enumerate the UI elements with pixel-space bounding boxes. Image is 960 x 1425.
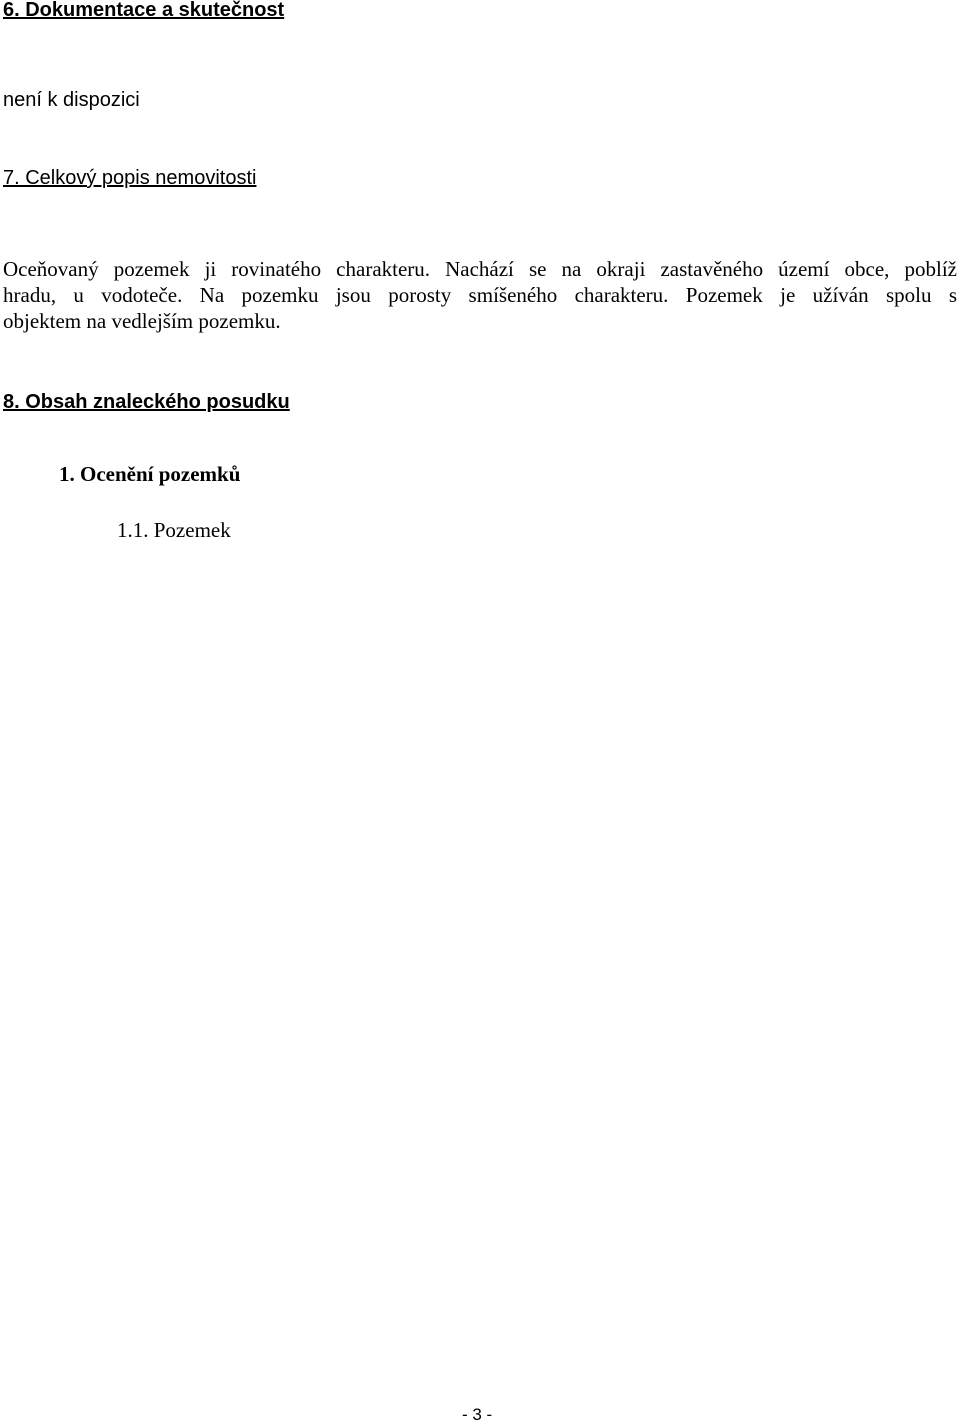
- description-line: objektem na vedlejším pozemku.: [3, 309, 281, 333]
- item-1-heading: 1. Ocenění pozemků: [59, 462, 241, 486]
- item-1-1-heading: 1.1. Pozemek: [117, 518, 231, 542]
- section-7-heading: 7. Celkový popis nemovitosti: [3, 167, 257, 189]
- page-number: - 3 -: [462, 1405, 493, 1424]
- section-6-text: není k dispozici: [3, 89, 140, 111]
- section-8-heading: 8. Obsah znaleckého posudku: [3, 391, 290, 413]
- section-7-description: [3, 256, 957, 334]
- section-6-heading: 6. Dokumentace a skutečnost: [3, 0, 285, 21]
- description-line: Oceňovaný pozemek ji rovinatého charakteru. Nachází se na okraji zastavěného území obce, poblíž: [3, 257, 957, 281]
- description-line: hradu, u vodoteče. Na pozemku jsou porosty smíšeného charakteru. Pozemek je užíván spolu s: [3, 283, 957, 307]
